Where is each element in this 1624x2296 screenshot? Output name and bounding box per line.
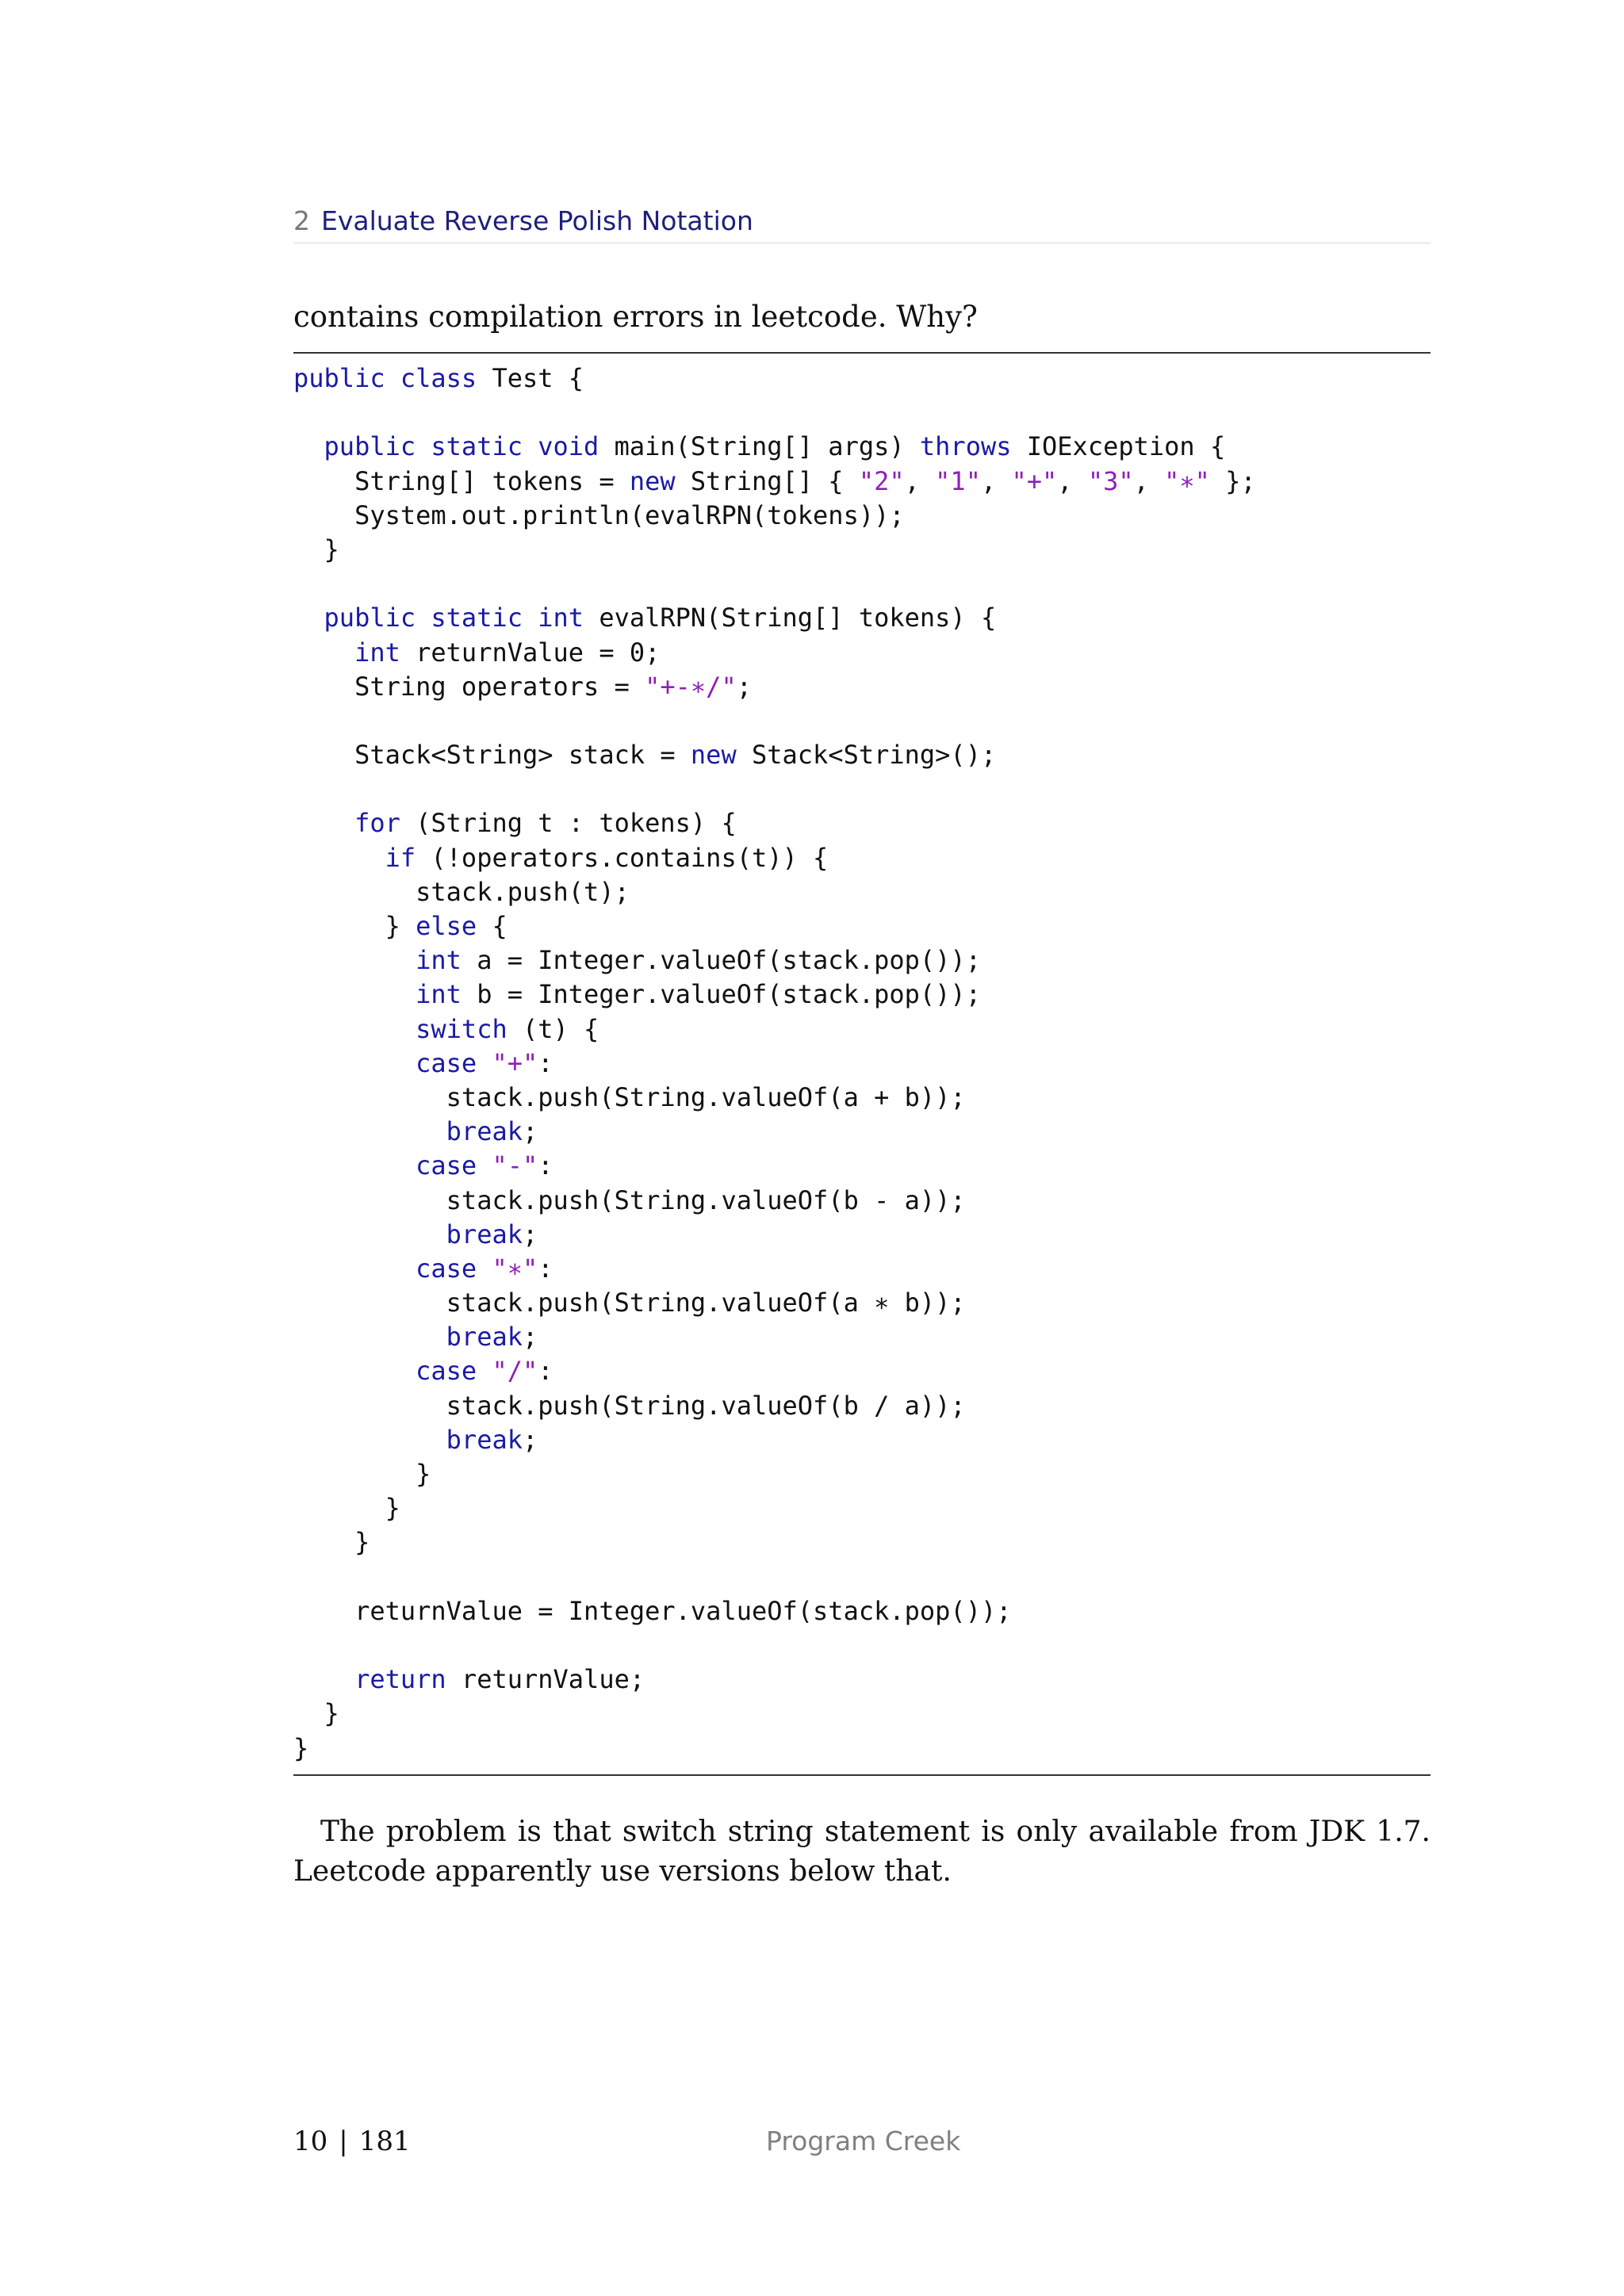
code-text: System.out.println(evalRPN(tokens)); bbox=[293, 499, 905, 530]
code-text bbox=[385, 363, 400, 393]
code-keyword: public bbox=[324, 431, 416, 462]
code-keyword: void bbox=[538, 431, 599, 462]
code-text: , bbox=[980, 465, 1012, 496]
code-text: Stack<String>(); bbox=[736, 740, 997, 771]
page-footer bbox=[293, 2122, 1431, 2161]
code-line bbox=[293, 396, 1431, 430]
code-line bbox=[293, 1218, 1431, 1252]
code-line bbox=[293, 1423, 1431, 1457]
running-header bbox=[293, 203, 1431, 243]
code-text: ; bbox=[736, 671, 752, 702]
code-line bbox=[293, 1252, 1431, 1286]
code-keyword: new bbox=[690, 740, 737, 771]
code-keyword: new bbox=[629, 465, 676, 496]
code-line bbox=[293, 738, 1431, 772]
code-text bbox=[293, 1116, 446, 1146]
code-line bbox=[293, 943, 1431, 978]
code-keyword: case bbox=[416, 1253, 477, 1284]
code-text bbox=[477, 1356, 492, 1386]
code-text: } bbox=[293, 1493, 400, 1524]
code-keyword: case bbox=[416, 1356, 477, 1387]
code-text: (String t : tokens) { bbox=[400, 808, 737, 839]
chapter-number: 2 bbox=[293, 205, 310, 236]
code-keyword: int bbox=[416, 979, 462, 1010]
code-line bbox=[293, 704, 1431, 738]
code-string-literal: "∗" bbox=[1164, 465, 1210, 496]
code-keyword: break bbox=[446, 1116, 523, 1147]
code-text bbox=[293, 979, 416, 1009]
code-text: returnValue = 0; bbox=[400, 637, 661, 668]
code-line bbox=[293, 1286, 1431, 1320]
code-text: }; bbox=[1209, 465, 1256, 496]
code-text: : bbox=[538, 1047, 553, 1078]
code-text bbox=[477, 1150, 492, 1181]
code-text: { bbox=[477, 911, 508, 941]
code-line bbox=[293, 567, 1431, 601]
code-text: stack.push(String.valueOf(a + b)); bbox=[293, 1081, 966, 1112]
code-keyword: case bbox=[416, 1150, 477, 1181]
code-text: (t) { bbox=[507, 1013, 599, 1044]
code-line bbox=[293, 1628, 1431, 1663]
explanation-paragraph: The problem is that switch string statement is only available from JDK 1.7. Leetcode apparently use versions below that. bbox=[293, 1816, 1431, 1888]
code-text: : bbox=[538, 1253, 553, 1284]
code-line bbox=[293, 430, 1431, 464]
code-text bbox=[293, 1048, 416, 1078]
code-keyword: else bbox=[416, 911, 477, 941]
code-text: stack.push(t); bbox=[293, 876, 630, 907]
code-line bbox=[293, 978, 1431, 1012]
footer-title: Program Creek bbox=[766, 2126, 961, 2156]
code-line bbox=[293, 1560, 1431, 1594]
code-text bbox=[293, 1425, 446, 1455]
code-text: } bbox=[293, 1527, 370, 1558]
code-text: a = Integer.valueOf(stack.pop()); bbox=[461, 945, 981, 976]
code-text: stack.push(String.valueOf(b / a)); bbox=[293, 1390, 966, 1421]
code-line bbox=[293, 1732, 1431, 1766]
code-line bbox=[293, 1697, 1431, 1731]
code-line bbox=[293, 1149, 1431, 1183]
total-pages: 181 bbox=[358, 2126, 411, 2157]
code-line bbox=[293, 362, 1431, 396]
code-text: Stack<String> stack = bbox=[293, 740, 691, 771]
page-number-block bbox=[293, 2122, 411, 2161]
code-keyword: int bbox=[538, 603, 584, 633]
intro-text: contains compilation errors in leetcode. Why? bbox=[293, 300, 978, 334]
code-text: IOException { bbox=[1011, 431, 1226, 462]
code-line bbox=[293, 1184, 1431, 1218]
code-line bbox=[293, 1115, 1431, 1149]
code-text bbox=[477, 1048, 492, 1078]
code-text: : bbox=[538, 1150, 553, 1181]
code-keyword: static bbox=[431, 431, 523, 462]
code-bottom-rule bbox=[293, 1774, 1431, 1776]
code-text: , bbox=[1057, 465, 1088, 496]
code-keyword: int bbox=[416, 945, 462, 976]
code-text: main(String[] args) bbox=[599, 431, 920, 462]
code-text bbox=[293, 1150, 416, 1181]
code-line bbox=[293, 1525, 1431, 1559]
code-text bbox=[293, 808, 354, 838]
code-text: String[] tokens = bbox=[293, 465, 630, 496]
code-text bbox=[293, 1014, 416, 1044]
code-text bbox=[293, 1253, 416, 1284]
page-separator: | bbox=[339, 2126, 348, 2157]
code-text: stack.push(String.valueOf(a ∗ b)); bbox=[293, 1288, 966, 1318]
code-string-literal: "-" bbox=[492, 1150, 538, 1181]
code-line bbox=[293, 909, 1431, 943]
code-text: Test { bbox=[477, 363, 584, 393]
code-line bbox=[293, 1081, 1431, 1115]
code-text: b = Integer.valueOf(stack.pop()); bbox=[461, 979, 981, 1010]
code-line bbox=[293, 841, 1431, 875]
code-line bbox=[293, 875, 1431, 909]
code-text bbox=[523, 603, 538, 633]
code-line bbox=[293, 533, 1431, 567]
code-line bbox=[293, 1663, 1431, 1697]
code-text: evalRPN(String[] tokens) { bbox=[584, 603, 997, 633]
code-text: } bbox=[293, 1698, 339, 1729]
code-line bbox=[293, 1012, 1431, 1047]
code-keyword: case bbox=[416, 1047, 477, 1078]
code-string-literal: "/" bbox=[492, 1356, 538, 1387]
code-line bbox=[293, 1320, 1431, 1354]
code-text bbox=[293, 1219, 446, 1249]
code-text: } bbox=[293, 534, 339, 564]
code-keyword: static bbox=[431, 603, 523, 633]
code-line bbox=[293, 1389, 1431, 1423]
code-string-literal: "1" bbox=[935, 465, 981, 496]
code-text: } bbox=[293, 911, 416, 941]
code-string-literal: "∗" bbox=[492, 1253, 538, 1284]
code-line bbox=[293, 1457, 1431, 1491]
code-text bbox=[293, 637, 354, 668]
page-number: 10 bbox=[293, 2126, 328, 2157]
code-text: returnValue = Integer.valueOf(stack.pop()); bbox=[293, 1595, 1012, 1626]
code-top-rule bbox=[293, 352, 1431, 354]
code-listing bbox=[293, 362, 1431, 1766]
chapter-title: Evaluate Reverse Polish Notation bbox=[321, 205, 753, 236]
code-text bbox=[293, 603, 324, 633]
code-text: , bbox=[904, 465, 936, 496]
code-string-literal: "+" bbox=[1011, 465, 1058, 496]
code-text bbox=[416, 603, 431, 633]
code-text bbox=[293, 1356, 416, 1386]
code-line bbox=[293, 636, 1431, 670]
code-text bbox=[523, 431, 538, 461]
code-text bbox=[416, 431, 431, 461]
code-text bbox=[293, 431, 324, 461]
code-text bbox=[293, 1664, 354, 1694]
code-keyword: switch bbox=[416, 1013, 508, 1044]
code-keyword: break bbox=[446, 1322, 523, 1353]
code-keyword: return bbox=[354, 1664, 446, 1695]
code-keyword: class bbox=[400, 363, 477, 393]
code-keyword: public bbox=[324, 603, 416, 633]
code-line bbox=[293, 1354, 1431, 1388]
code-string-literal: "3" bbox=[1087, 465, 1134, 496]
code-text: ; bbox=[522, 1322, 538, 1353]
code-keyword: throws bbox=[919, 431, 1012, 462]
code-text: ; bbox=[522, 1116, 538, 1147]
code-line bbox=[293, 1047, 1431, 1081]
code-text bbox=[293, 945, 416, 975]
code-text bbox=[293, 843, 385, 873]
code-text: } bbox=[293, 1459, 431, 1489]
code-string-literal: "+" bbox=[492, 1047, 538, 1078]
code-keyword: if bbox=[385, 842, 416, 873]
code-string-literal: "+-∗/" bbox=[645, 671, 737, 702]
code-string-literal: "2" bbox=[858, 465, 905, 496]
code-text bbox=[293, 1322, 446, 1352]
code-keyword: break bbox=[446, 1424, 523, 1455]
code-text: } bbox=[293, 1732, 309, 1763]
code-keyword: int bbox=[354, 637, 400, 668]
code-line bbox=[293, 499, 1431, 533]
code-line bbox=[293, 772, 1431, 806]
code-line bbox=[293, 465, 1431, 499]
code-keyword: for bbox=[354, 808, 400, 839]
code-text: , bbox=[1133, 465, 1165, 496]
code-line bbox=[293, 1491, 1431, 1525]
code-text: String operators = bbox=[293, 671, 645, 702]
code-text bbox=[477, 1253, 492, 1284]
code-text: (!operators.contains(t)) { bbox=[416, 842, 829, 873]
code-text: stack.push(String.valueOf(b - a)); bbox=[293, 1184, 966, 1215]
code-keyword: break bbox=[446, 1219, 523, 1249]
code-line bbox=[293, 806, 1431, 840]
code-keyword: public bbox=[293, 363, 385, 393]
code-line bbox=[293, 601, 1431, 635]
code-text: : bbox=[538, 1356, 553, 1387]
code-text: returnValue; bbox=[446, 1664, 645, 1695]
code-line bbox=[293, 1594, 1431, 1628]
code-text: ; bbox=[522, 1424, 538, 1455]
code-line bbox=[293, 670, 1431, 704]
code-text: String[] { bbox=[675, 465, 859, 496]
code-text: ; bbox=[522, 1219, 538, 1249]
